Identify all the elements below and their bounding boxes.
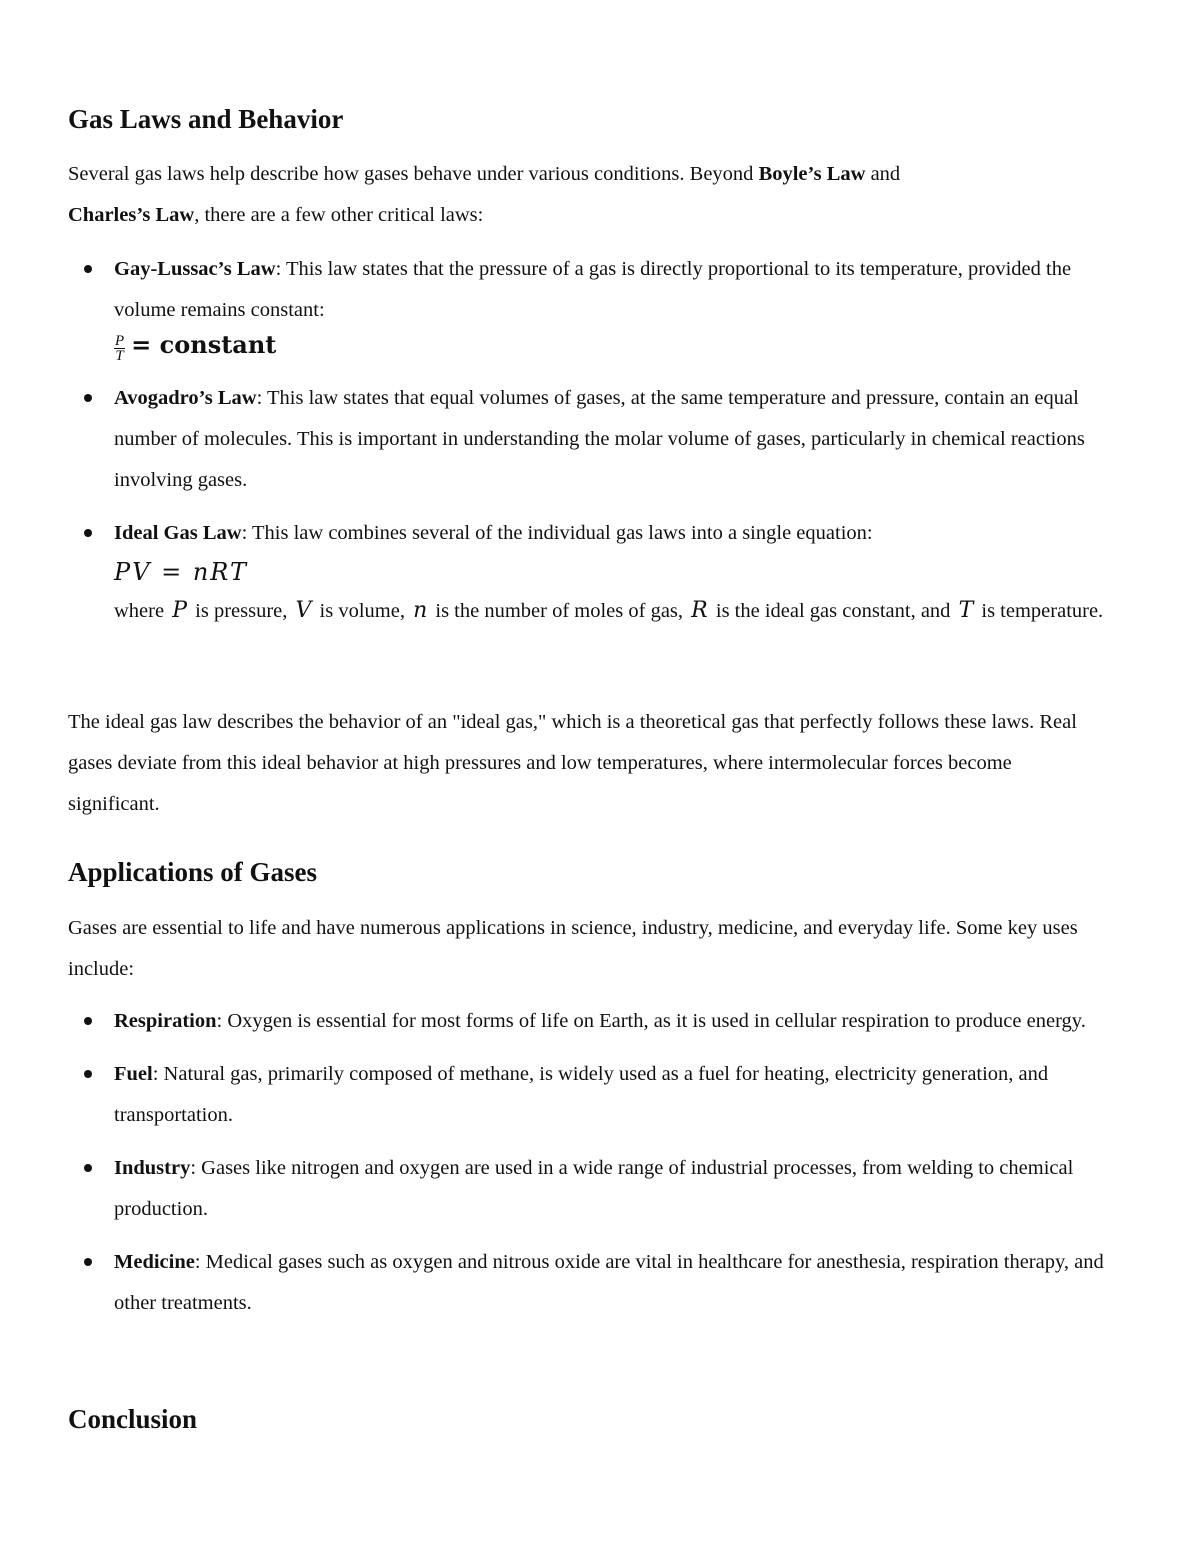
- applications-intro: Gases are essential to life and have numerous applications in science, industry, medicine, and everyday life. Some key uses include:: [68, 917, 1078, 980]
- bullet-icon: [84, 1258, 92, 1266]
- bullet-icon: [84, 265, 92, 273]
- section-heading-applications: Applications of Gases: [68, 857, 318, 887]
- section-heading-conclusion: Conclusion: [68, 1404, 198, 1434]
- bullet-icon: [84, 1017, 92, 1025]
- bullet-icon: [84, 394, 92, 402]
- bullet-icon: [84, 1164, 92, 1172]
- gas-laws-intro: Several gas laws help describe how gases behave under various conditions. Beyond Boyle’s Law and Charles’s Law, there are a few other critical laws:: [68, 163, 901, 226]
- gay-lussac-formula: $\frac{P}{T}$ = constant: [115, 330, 277, 364]
- bullet-icon: [84, 529, 92, 537]
- applications-list: [68, 1001, 1128, 1324]
- list-item-fuel: Fuel: Natural gas, primarily composed of methane, is widely used as a fuel for heating, electricity generation, and transportation.: [68, 1054, 1128, 1136]
- list-item-gay-lussac: Gay-Lussac’s Law: This law states that the pressure of a gas is directly proportional to its temperature, provided the volume remains constant: $\frac{P}{T}$ = constant: [68, 249, 1128, 368]
- bullet-icon: [84, 1070, 92, 1078]
- list-item-medicine: Medicine: Medical gases such as oxygen and nitrous oxide are vital in healthcare for anesthesia, respiration therapy, and other treatments.: [68, 1242, 1128, 1324]
- list-item-avogadro: Avogadro’s Law: This law states that equal volumes of gases, at the same temperature and pressure, contain an equal number of molecules. This is important in understanding the molar volume of gases, particularly in chemical reactions involving gases.: [68, 378, 1128, 501]
- list-item-industry: Industry: Gases like nitrogen and oxygen are used in a wide range of industrial processes, from welding to chemical production.: [68, 1148, 1128, 1230]
- section-heading-gas-laws: Gas Laws and Behavior: [68, 104, 344, 134]
- fraction-p-over-t: $\frac{P}{T}$: [115, 332, 125, 364]
- ideal-gas-variables: where P is pressure, V is volume, n is the number of moles of gas, R is the ideal gas constant, and T is temperature.: [114, 598, 1104, 623]
- list-item-respiration: Respiration: Oxygen is essential for most forms of life on Earth, as it is used in cellular respiration to produce energy.: [68, 1001, 1128, 1042]
- gas-laws-closing: The ideal gas law describes the behavior of an "ideal gas," which is a theoretical gas that perfectly follows these laws. Real gases deviate from this ideal behavior at high pressures and low temperatures, where intermolecular forces become significant.: [68, 711, 1077, 815]
- ideal-gas-equation: PV = nRT: [114, 558, 248, 586]
- gas-laws-list: [68, 249, 1128, 632]
- list-item-ideal-gas-law: Ideal Gas Law: This law combines several of the individual gas laws into a single equation: PV = nRT where P is pressure, V is volume, n is the number of moles of gas, R is the ideal gas constant, and T is temperature.: [68, 513, 1128, 632]
